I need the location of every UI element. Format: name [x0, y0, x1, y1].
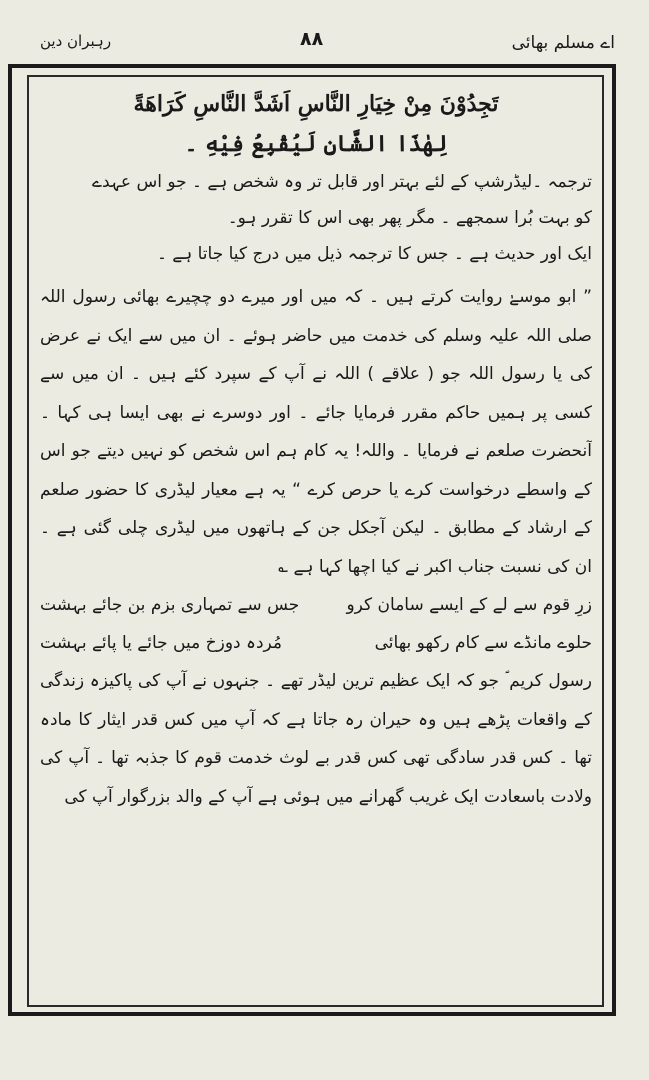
page-header — [40, 28, 615, 62]
translation-line-1: ترجمہ ۔لیڈرشپ کے لئے بہتر اور قابل تر وہ شخص ہے ۔ جو اس عہدے — [92, 172, 592, 192]
couplet-2-right: حلوے مانڈے سے کام رکھو بھائی — [374, 633, 592, 653]
couplet-1 — [40, 586, 592, 624]
translation-line-2: کو بہت بُرا سمجھے ۔ مگر پھر بھی اس کا تقرر ہو۔ — [227, 208, 592, 228]
book-title: رہبران دین — [40, 32, 112, 50]
page-number: ۸۸ — [300, 28, 324, 50]
couplet-2 — [40, 624, 592, 662]
couplet-1-left: جس سے تمہاری بزم بن جائے بہشت — [40, 595, 300, 615]
couplet-1-right: زرِ قوم سے لے کے ایسے سامان کرو — [346, 595, 592, 615]
chapter-title: اے مسلم بھائی — [511, 33, 615, 53]
arabic-verse-line-1: تَجِدُوْنَ مِنْ خِيَارِ النَّاسِ اَشَدَّ النَّاسِ كَرَاهَةً — [133, 91, 499, 117]
arabic-verse-line-2: لِهٰذَا الشَّانِ لَيُقْبِعُ فِيْهِ ۔ — [184, 131, 448, 157]
couplet-2-left: مُردہ دوزخ میں جائے یا پائے بہشت — [40, 633, 283, 653]
page-body — [40, 84, 592, 994]
closing-paragraph: رسول کریم ؐ جو کہ ایک عظیم ترین لیڈر تھے ۔ جنہوں نے آپ کی پاکیزہ زندگی کے واقعات پڑھے ہیں وہ حیران رہ جاتا ہے کہ آپ میں کس قدر ایثار کا مادہ تھا ۔ کس قدر سادگی تھی کس قدر بے لوث خدمت قوم کا جذبہ تھا ۔ آپ کی ولادت باسعادت ایک غریب گھرانے میں ہوئی ہے آپ کے والد بزرگوار آپ کی — [40, 671, 592, 807]
hadith-paragraph: ” ابو موسےٰ روایت کرتے ہیں ۔ کہ میں اور میرے دو چچیرے بھائی رسول اللہ صلی اللہ علیہ وسلم کی خدمت میں حاضر ہوئے ۔ ان میں سے ایک نے عرض کی یا رسول اللہ جو ( علاقے ) اللہ نے آپ کے سپرد کئے ہیں ۔ ان میں سے کسی پر ہمیں حاکم مقرر فرمایا جائے ۔ اور دوسرے نے بھی ایسا ہی کہا ۔ آنحضرت صلعم نے فرمایا ۔ واللہ! یہ کام ہم اس شخص کو نہیں دیتے جو اس کے واسطے درخواست کرے یا حرص کرے “ یہ ہے معیار لیڈری کا حضور صلعم کے ارشاد کے مطابق ۔ لیکن آجکل جن کے ہاتھوں میں لیڈری چلی گئی ہے ۔ ان کی نسبت جناب اکبر نے کیا اچھا کہا ہے ؎ — [40, 287, 592, 577]
intro-text: ایک اور حدیث ہے ۔ جس کا ترجمہ ذیل میں درج کیا جاتا ہے ۔ — [156, 244, 592, 264]
